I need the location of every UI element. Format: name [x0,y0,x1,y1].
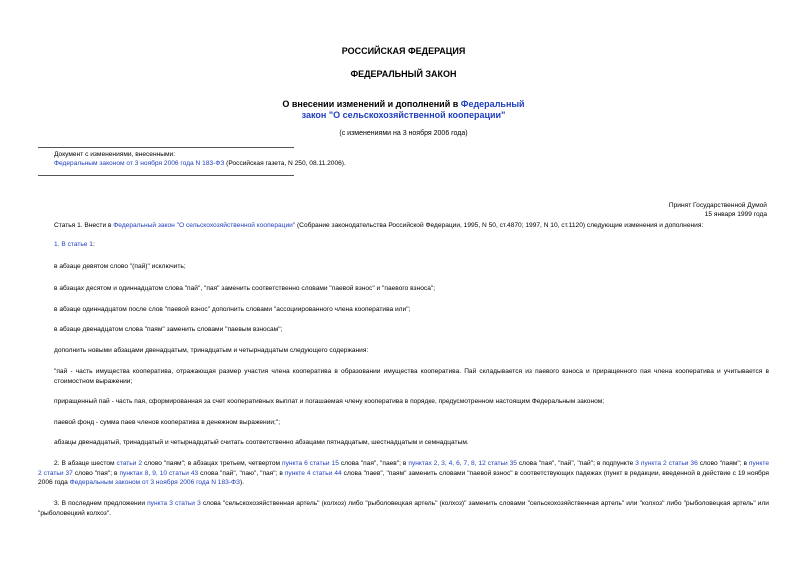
amended-rest: (Российская газета, N 250, 08.11.2006). [224,160,346,167]
amended-label: Документ с изменениями, внесенными: [54,151,176,158]
paragraph: в абзаце двенадцатом слова "паям" заменить словами "паевым взносам"; [54,326,283,333]
article-1-link[interactable]: Федеральный закон "О сельскохозяйственной кооперации" [113,222,296,229]
article-1: Статья 1. Внести в Федеральный закон "О сельскохозяйственной кооперации" (Собрание законодательства Российской Федерации, 1995, N 50, ст.4870; 1997, N 10, ст.1120) следующие изменения и дополнения: [54,222,704,229]
item-2-link-3[interactable]: пунктах 2, 3, 4, 6, 7, 8, 12 статьи 35 [408,460,517,467]
country-heading: РОССИЙСКАЯ ФЕДЕРАЦИЯ [341,46,466,56]
item-1: 1. В статье 1: [54,241,95,248]
law-title [0,99,807,121]
divider-top [38,147,294,148]
revision-note: (с изменениями на 3 ноября 2006 года) [339,130,468,137]
amended-link[interactable]: Федеральным законом от 3 ноября 2006 года N 183-ФЗ [54,160,225,167]
item-3-link[interactable]: пункта 3 статьи 3 [147,500,201,507]
paragraph: дополнить новыми абзацами двенадцатым, тринадцатым и четырнадцатым следующего содержания: [54,347,369,354]
paragraph: "пай - часть имущества кооператива, отражающая размер участия члена кооператива в образовании имущества кооператива. Пай складывается из паевого взноса и приращенного пая члена кооператива и учитывается в стоимостном выражении; [54,368,769,385]
law-title-link-2[interactable]: закон "О сельскохозяйственной кооперации" [301,110,506,120]
item-2-link-8[interactable]: Федеральным законом от 3 ноября 2006 года N 183-ФЗ [69,479,240,486]
adopted-line-1: Принят Государственной Думой [668,202,767,209]
item-1-link[interactable]: В статье 1 [61,241,93,248]
item-2-link-4[interactable]: 3 пункта 2 статьи 36 [635,460,698,467]
divider-bottom [38,175,294,176]
paragraph: в абзацах десятом и одиннадцатом слова "пай", "пая" заменить соответственно словами "паевой взнос" и "паевого взноса"; [54,285,436,292]
law-title-text: О внесении изменений и дополнений в [282,99,461,109]
item-2-link-6[interactable]: пунктах 8, 9, 10 статьи 43 [119,469,199,477]
law-type-heading: ФЕДЕРАЛЬНЫЙ ЗАКОН [350,69,457,79]
item-2-link-5[interactable]: пункте 2 статьи 37 [38,460,770,477]
paragraph: в абзаце девятом слово "(пай)" исключить; [54,263,186,270]
item-2-link-1[interactable]: статьи 2 [116,460,142,467]
paragraph: паевой фонд - сумма паев членов кооператива в денежном выражении;"; [54,419,281,426]
amended-line [54,159,454,169]
law-title-link[interactable]: Федеральный [460,99,525,109]
item-2: 2. В абзаце шестом статьи 2 слово "паям"; в абзацах третьем, четвертом пункта 6 статьи 15 слова "пая", "паев"; в пунктах 2, 3, 4, 6, 7, 8, 12 статьи 35 слова "пая", "пай", "пай"; в подпункте 3 пункта 2 статьи 36 слово "паям"; в пункте 2 статьи 37 слово "пая"; в пунктах 8, 9, 10 статьи 43 слова "пай", "паю", "пая"; в пункте 4 статьи 44 слова "паев", "паям" заменить словами "паевой взнос" в соответствующих падежах (пункт в редакции, введенной в действие с 19 ноября 2006 года Федеральным законом от 3 ноября 2006 года N 183-ФЗ). [38,460,770,486]
paragraph: абзацы двенадцатый, тринадцатый и четырнадцатый считать соответственно абзацами пятнадцатым, шестнадцатым и семнадцатым. [54,439,469,446]
paragraph: в абзаце одиннадцатом после слов "паевой взнос" дополнить словами "ассоциированного члена кооператива или"; [54,306,411,313]
adopted-line-2: 15 января 1999 года [704,211,767,218]
item-3: 3. В последнем предложении пункта 3 статьи 3 слова "сельскохозяйственная артель" (колхоз) либо "рыболовецкая артель" (колхоз)" заменить словами "сельскохозяйственная артель" или "колхоз" либо "рыболовецкая артель" или "рыболовецкий колхоз". [38,500,769,517]
item-2-link-2[interactable]: пункта 6 статьи 15 [282,460,339,467]
item-2-link-7[interactable]: пункте 4 статьи 44 [284,469,342,477]
paragraph: приращенный пай - часть пая, сформированная за счет кооперативных выплат и погашаемая члену кооператива в порядке, предусмотренном настоящим Федеральным законом; [54,398,605,405]
